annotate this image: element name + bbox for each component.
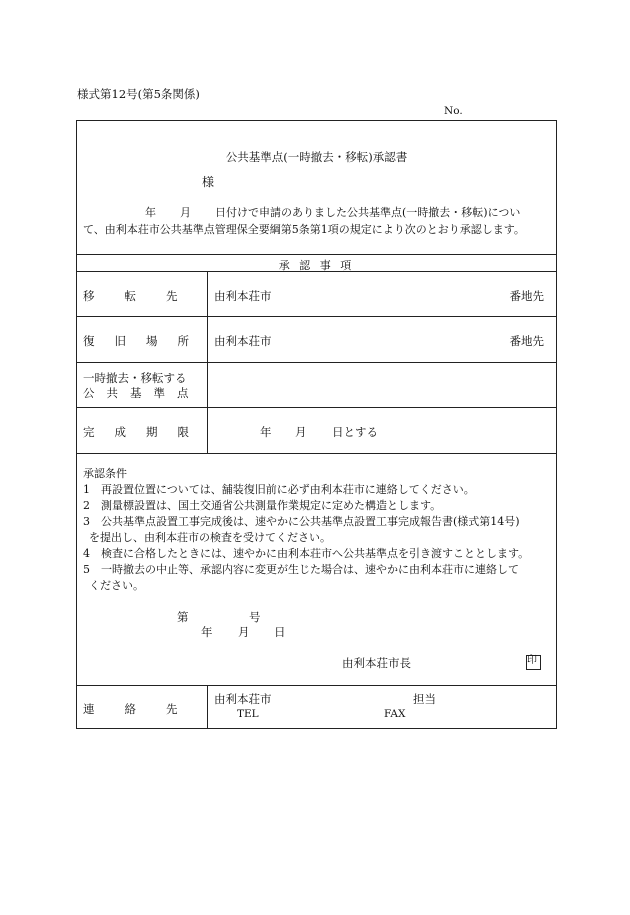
issuance-day: 日 xyxy=(274,625,286,639)
condition-item: を提出し、由利本荘市の検査を受けてください。 xyxy=(89,531,331,544)
issuance-year: 年 xyxy=(201,625,213,639)
issuer-name: 由利本荘市長 xyxy=(342,656,411,670)
deadline-year: 年 xyxy=(260,425,272,439)
deadline-month: 月 xyxy=(295,425,307,439)
divider xyxy=(77,407,556,408)
deadline-label: 完成期限 xyxy=(83,425,209,439)
relocation-city[interactable]: 由利本荘市 xyxy=(214,289,272,303)
paragraph-line1: 日付けで申請のありました公共基準点(一時撤去・移転)につい xyxy=(215,206,521,219)
contact-city[interactable]: 由利本荘市 xyxy=(214,692,272,706)
relocation-label xyxy=(77,288,207,304)
issuance-month: 月 xyxy=(238,625,250,639)
contact-fax-label: FAX xyxy=(384,708,406,720)
deadline-day-suffix: 日とする xyxy=(332,425,378,439)
approval-paragraph xyxy=(83,204,553,238)
relocation-suffix: 番地先 xyxy=(509,289,544,303)
contact-person-label: 担当 xyxy=(413,692,436,706)
target-point-label-line2: 公共基準点 xyxy=(83,386,201,400)
restoration-city[interactable]: 由利本荘市 xyxy=(214,334,272,348)
divider xyxy=(77,362,556,363)
divider xyxy=(77,316,556,317)
divider xyxy=(77,685,556,686)
condition-item: 3 公共基準点設置工事完成後は、速やかに公共基準点設置工事完成報告書(様式第14号) xyxy=(83,515,520,528)
condition-item: 1 再設置位置については、舗装復旧前に必ず由利本荘市に連絡してください。 xyxy=(83,483,475,496)
issuance-go: 号 xyxy=(249,610,261,624)
relocation-label-text: 移転先 xyxy=(83,289,208,303)
section-title: 承 認 事 項 xyxy=(278,259,355,272)
condition-item: 2 測量標設置は、国土交通省公共測量作業規定に定めた構造とします。 xyxy=(83,499,442,512)
document-number-label: No. xyxy=(444,105,463,117)
contact-label: 連絡先 xyxy=(83,702,208,716)
paragraph-line2: て、由利本荘市公共基準点管理保全要綱第5条第1項の規定により次のとおり承認します。 xyxy=(83,223,525,236)
divider xyxy=(77,271,556,272)
target-point-label-line1: 一時撤去・移転する xyxy=(83,371,187,385)
target-point-field[interactable] xyxy=(214,376,544,394)
restoration-label: 復旧場所 xyxy=(83,334,209,348)
document-title: 公共基準点(一時撤去・移転)承認書 xyxy=(225,150,408,164)
condition-item: 5 一時撤去の中止等、承認内容に変更が生じた場合は、速やかに由利本荘市に連絡して xyxy=(83,563,519,576)
divider xyxy=(77,254,556,255)
seal-mark: 印 xyxy=(527,655,537,666)
paragraph-year: 年 xyxy=(145,206,156,219)
paragraph-month: 月 xyxy=(180,206,191,219)
condition-item: 4 検査に合格したときには、速やかに由利本荘市へ公共基準点を引き渡すこととします。 xyxy=(83,547,530,560)
conditions-heading: 承認条件 xyxy=(83,467,127,480)
contact-tel-label: TEL xyxy=(237,708,259,720)
approval-form xyxy=(76,120,557,729)
condition-item: ください。 xyxy=(89,579,144,592)
divider xyxy=(77,453,556,454)
form-number: 様式第12号(第5条関係) xyxy=(77,87,200,101)
addressee-suffix: 様 xyxy=(202,175,215,189)
restoration-suffix: 番地先 xyxy=(509,334,544,348)
issuance-dai: 第 xyxy=(177,610,189,624)
